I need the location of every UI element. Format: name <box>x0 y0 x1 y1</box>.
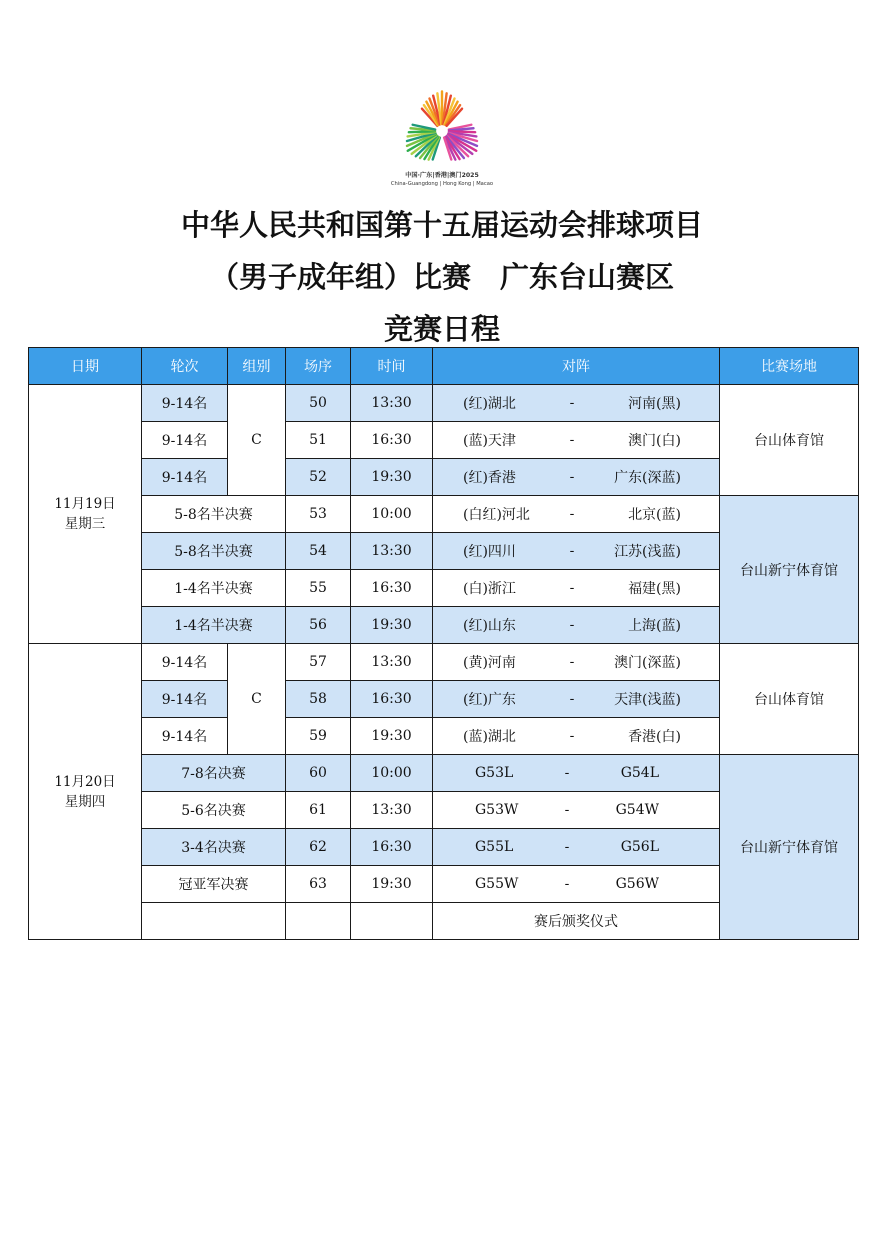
games-logo <box>392 84 492 194</box>
match-no-cell: 51 <box>286 422 351 459</box>
away-team: G54L <box>620 765 659 781</box>
time-cell: 16:30 <box>351 422 433 459</box>
venue-cell: 台山体育馆 <box>720 644 859 755</box>
vs-dash: - <box>569 617 575 633</box>
time-cell: 13:30 <box>351 533 433 570</box>
away-team: 香港(白) <box>628 729 681 745</box>
date-cell <box>29 385 142 644</box>
page-title-line1: 中华人民共和国第十五届运动会排球项目 <box>180 208 703 242</box>
round-cell: 9-14名 <box>142 681 228 718</box>
home-team: (红)香港 <box>463 470 516 486</box>
flower-emblem-icon <box>392 84 492 170</box>
header-venue: 比赛场地 <box>720 348 859 385</box>
home-team: G55W <box>475 876 519 892</box>
match-no-cell: 60 <box>286 755 351 792</box>
round-cell: 9-14名 <box>142 385 228 422</box>
time-cell: 16:30 <box>351 829 433 866</box>
round-cell: 冠亚军决赛 <box>142 866 286 903</box>
match-no-cell: 59 <box>286 718 351 755</box>
round-cell: 5-6名决赛 <box>142 792 286 829</box>
matchup-cell <box>433 570 720 607</box>
home-team: (红)山东 <box>463 618 516 634</box>
matchup-cell <box>433 422 720 459</box>
match-no-cell: 55 <box>286 570 351 607</box>
header-time: 时间 <box>351 348 433 385</box>
vs-dash: - <box>569 654 575 670</box>
match-no-cell: 57 <box>286 644 351 681</box>
matchup-cell <box>433 829 720 866</box>
matchup-cell <box>433 459 720 496</box>
matchup-cell <box>433 533 720 570</box>
header-matchup: 对阵 <box>433 348 720 385</box>
matchup-cell <box>433 792 720 829</box>
venue-cell: 台山新宁体育馆 <box>720 496 859 644</box>
home-team: G53W <box>475 802 519 818</box>
group-cell: C <box>228 385 286 496</box>
round-cell: 1-4名半决赛 <box>142 607 286 644</box>
match-no-cell: 52 <box>286 459 351 496</box>
match-no-cell: 58 <box>286 681 351 718</box>
matchup-cell <box>433 385 720 422</box>
vs-dash: - <box>569 469 575 485</box>
round-cell: 9-14名 <box>142 718 228 755</box>
round-cell: 5-8名半决赛 <box>142 496 286 533</box>
away-team: 澳门(白) <box>628 433 681 449</box>
round-cell: 5-8名半决赛 <box>142 533 286 570</box>
home-team: (红)湖北 <box>463 396 516 412</box>
logo-line1: 中国·广东|香港|澳门2025 <box>405 172 479 179</box>
round-cell: 9-14名 <box>142 644 228 681</box>
time-cell: 19:30 <box>351 866 433 903</box>
round-cell: 7-8名决赛 <box>142 755 286 792</box>
matchup-cell <box>433 718 720 755</box>
time-cell: 19:30 <box>351 718 433 755</box>
page-title-line3: 竞赛日程 <box>383 312 500 346</box>
matchup-cell <box>433 644 720 681</box>
home-team: (蓝)湖北 <box>463 729 516 745</box>
matchup-cell <box>433 607 720 644</box>
empty-cell <box>142 903 286 940</box>
matchup-cell <box>433 681 720 718</box>
round-cell: 3-4名决赛 <box>142 829 286 866</box>
away-team: 北京(蓝) <box>628 507 681 523</box>
away-team: 上海(蓝) <box>628 618 681 634</box>
round-cell: 9-14名 <box>142 459 228 496</box>
emblem-petal <box>409 131 435 132</box>
venue-cell: 台山新宁体育馆 <box>720 755 859 940</box>
vs-dash: - <box>564 876 570 892</box>
home-team: G53L <box>475 765 514 781</box>
header-match-no: 场序 <box>286 348 351 385</box>
header-date: 日期 <box>29 348 142 385</box>
vs-dash: - <box>569 728 575 744</box>
vs-dash: - <box>569 395 575 411</box>
home-team: (蓝)天津 <box>463 433 516 449</box>
time-cell: 10:00 <box>351 496 433 533</box>
home-team: (红)四川 <box>463 544 516 560</box>
home-team: G55L <box>475 839 514 855</box>
match-no-cell: 54 <box>286 533 351 570</box>
table-row <box>29 385 859 422</box>
matchup-cell <box>433 866 720 903</box>
weekday-text: 星期四 <box>64 793 106 810</box>
table-row <box>29 755 859 792</box>
date-cell <box>29 644 142 940</box>
time-cell: 13:30 <box>351 644 433 681</box>
time-cell: 13:30 <box>351 792 433 829</box>
away-team: G56L <box>620 839 659 855</box>
header-group: 组别 <box>228 348 286 385</box>
vs-dash: - <box>564 765 570 781</box>
round-cell: 1-4名半决赛 <box>142 570 286 607</box>
matchup-cell <box>433 755 720 792</box>
vs-dash: - <box>564 802 570 818</box>
away-team: 福建(黑) <box>628 581 681 597</box>
match-no-cell: 62 <box>286 829 351 866</box>
time-cell: 16:30 <box>351 570 433 607</box>
vs-dash: - <box>569 543 575 559</box>
time-cell: 19:30 <box>351 607 433 644</box>
match-no-cell: 56 <box>286 607 351 644</box>
away-team: 广东(深蓝) <box>614 470 681 486</box>
round-cell: 9-14名 <box>142 422 228 459</box>
vs-dash: - <box>569 506 575 522</box>
vs-dash: - <box>569 580 575 596</box>
vs-dash: - <box>564 839 570 855</box>
away-team: G54W <box>615 802 659 818</box>
schedule-table <box>28 347 859 940</box>
page-title-line2: （男子成年组）比赛 广东台山赛区 <box>209 260 674 294</box>
venue-cell: 台山体育馆 <box>720 385 859 496</box>
home-team: (白)浙江 <box>463 581 516 597</box>
date-text: 11月20日 <box>54 773 116 790</box>
time-cell: 13:30 <box>351 385 433 422</box>
home-team: (红)广东 <box>463 692 516 708</box>
match-no-cell: 53 <box>286 496 351 533</box>
home-team: (白红)河北 <box>463 507 530 523</box>
match-no-cell: 50 <box>286 385 351 422</box>
time-cell: 10:00 <box>351 755 433 792</box>
vs-dash: - <box>569 691 575 707</box>
table-row <box>29 496 859 533</box>
empty-cell <box>351 903 433 940</box>
ceremony-cell: 赛后颁奖仪式 <box>433 903 720 940</box>
date-text: 11月19日 <box>54 496 116 512</box>
away-team: 江苏(浅蓝) <box>614 544 681 560</box>
matchup-cell <box>433 496 720 533</box>
empty-cell <box>286 903 351 940</box>
match-no-cell: 63 <box>286 866 351 903</box>
time-cell: 16:30 <box>351 681 433 718</box>
vs-dash: - <box>569 432 575 448</box>
logo-line2: China-Guangdong | Hong Kong | Macao <box>390 181 494 187</box>
home-team: (黄)河南 <box>463 655 516 671</box>
time-cell: 19:30 <box>351 459 433 496</box>
away-team: G56W <box>615 876 659 892</box>
table-row <box>29 644 859 681</box>
weekday-text: 星期三 <box>64 516 106 532</box>
away-team: 河南(黑) <box>628 396 681 412</box>
away-team: 天津(浅蓝) <box>614 692 681 708</box>
match-no-cell: 61 <box>286 792 351 829</box>
group-cell: C <box>228 644 286 755</box>
away-team: 澳门(深蓝) <box>614 655 681 671</box>
header-round: 轮次 <box>142 348 228 385</box>
table-header-row <box>29 348 859 385</box>
